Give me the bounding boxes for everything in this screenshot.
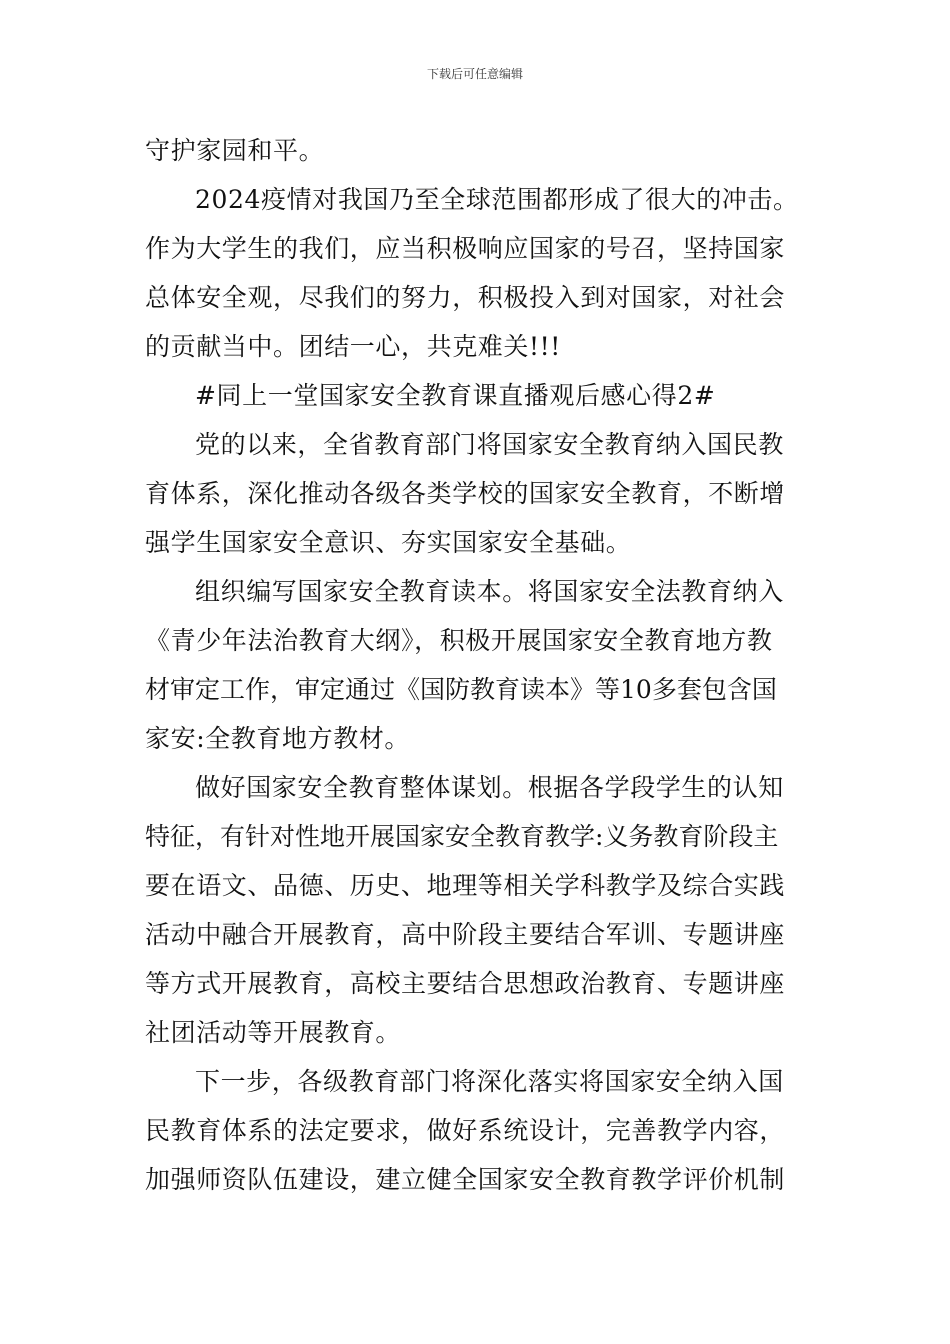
paragraph-line: 特征，有针对性地开展国家安全教育教学:义务教育阶段主 — [145, 822, 779, 851]
paragraph-line: 活动中融合开展教育，高中阶段主要结合军训、专题讲座 — [145, 920, 786, 949]
page-header-note: 下载后可任意编辑 — [426, 67, 523, 81]
paragraph-line: 组织编写国家安全教育读本。将国家安全法教育纳入 — [195, 577, 784, 606]
paragraph-line: 2024疫情对我国乃至全球范围都形成了很大的冲击。 — [195, 185, 799, 214]
paragraph-line: 社团活动等开展教育。 — [145, 1018, 402, 1047]
paragraph-line: 强学生国家安全意识、夯实国家安全基础。 — [145, 528, 632, 557]
paragraph-line: 守护家园和平。 — [145, 136, 325, 165]
paragraph-line: 作为大学生的我们，应当积极响应国家的号召，坚持国家 — [145, 234, 786, 263]
paragraph-line: 下一步，各级教育部门将深化落实将国家安全纳入国 — [195, 1067, 784, 1096]
paragraph-line: 的贡献当中。团结一心，共克难关!!! — [145, 332, 561, 361]
paragraph-line: 家安:全教育地方教材。 — [145, 724, 411, 753]
paragraph-line: 等方式开展教育，高校主要结合思想政治教育、专题讲座 — [145, 969, 786, 998]
paragraph-line: 做好国家安全教育整体谋划。根据各学段学生的认知 — [195, 773, 784, 802]
paragraph-line: 育体系，深化推动各级各类学校的国家安全教育，不断增 — [145, 479, 786, 508]
section-heading: #同上一堂国家安全教育课直播观后感心得2# — [195, 381, 716, 410]
paragraph-line: 加强师资队伍建设，建立健全国家安全教育教学评价机制 — [145, 1165, 786, 1194]
document-body — [145, 126, 815, 1204]
paragraph-line: 总体安全观，尽我们的努力，积极投入到对国家，对社会 — [145, 283, 786, 312]
paragraph-line: 《青少年法治教育大纲》，积极开展国家安全教育地方教 — [145, 626, 773, 655]
paragraph-line: 党的以来，全省教育部门将国家安全教育纳入国民教 — [195, 430, 784, 459]
paragraph-line: 材审定工作，审定通过《国防教育读本》等10多套包含国 — [145, 675, 777, 704]
paragraph-line: 要在语文、品德、历史、地理等相关学科教学及综合实践 — [145, 871, 786, 900]
paragraph-line: 民教育体系的法定要求，做好系统设计，完善教学内容， — [145, 1116, 786, 1145]
